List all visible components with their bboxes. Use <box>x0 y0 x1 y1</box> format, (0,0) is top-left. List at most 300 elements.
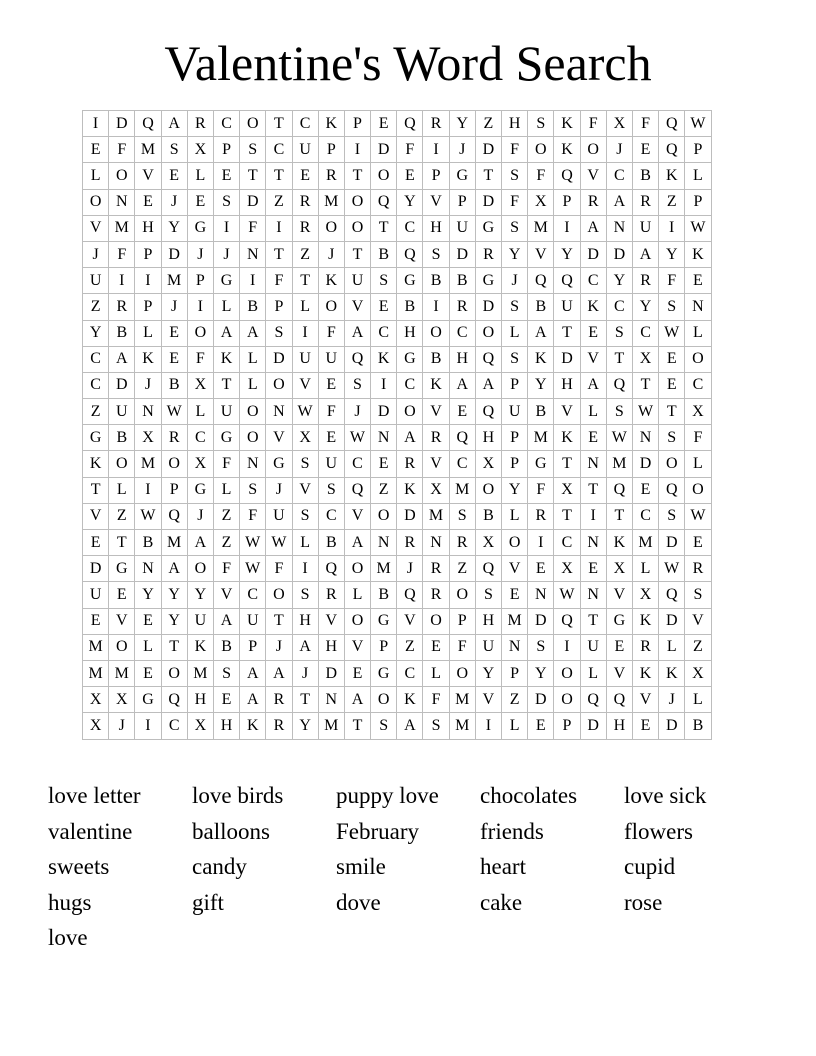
grid-cell[interactable]: T <box>213 372 239 398</box>
grid-cell[interactable]: K <box>397 687 423 713</box>
grid-cell[interactable]: V <box>580 163 606 189</box>
grid-cell[interactable]: E <box>632 137 658 163</box>
grid-cell[interactable]: R <box>397 530 423 556</box>
grid-cell[interactable]: F <box>502 137 528 163</box>
grid-cell[interactable]: K <box>659 660 685 686</box>
grid-cell[interactable]: Q <box>475 556 501 582</box>
grid-cell[interactable]: D <box>475 189 501 215</box>
grid-cell[interactable]: F <box>685 425 711 451</box>
grid-cell[interactable]: S <box>502 294 528 320</box>
grid-cell[interactable]: W <box>685 503 711 529</box>
grid-cell[interactable]: B <box>475 503 501 529</box>
grid-cell[interactable]: C <box>397 215 423 241</box>
grid-cell[interactable]: T <box>83 477 109 503</box>
grid-cell[interactable]: W <box>161 399 187 425</box>
grid-cell[interactable]: O <box>423 320 449 346</box>
grid-cell[interactable]: T <box>266 241 292 267</box>
grid-cell[interactable]: H <box>449 346 475 372</box>
grid-cell[interactable]: F <box>318 320 344 346</box>
grid-cell[interactable]: R <box>423 425 449 451</box>
grid-cell[interactable]: O <box>109 451 135 477</box>
grid-cell[interactable]: K <box>580 294 606 320</box>
grid-cell[interactable]: E <box>161 320 187 346</box>
grid-cell[interactable]: O <box>554 660 580 686</box>
grid-cell[interactable]: P <box>318 137 344 163</box>
grid-cell[interactable]: N <box>135 556 161 582</box>
grid-cell[interactable]: K <box>213 346 239 372</box>
grid-cell[interactable]: D <box>659 713 685 739</box>
grid-cell[interactable]: I <box>135 268 161 294</box>
grid-cell[interactable]: E <box>659 346 685 372</box>
grid-cell[interactable]: E <box>318 372 344 398</box>
grid-cell[interactable]: D <box>528 687 554 713</box>
grid-cell[interactable]: M <box>187 660 213 686</box>
grid-cell[interactable]: X <box>109 687 135 713</box>
grid-cell[interactable]: S <box>240 137 266 163</box>
grid-cell[interactable]: C <box>397 660 423 686</box>
grid-cell[interactable]: D <box>659 530 685 556</box>
grid-cell[interactable]: S <box>344 372 370 398</box>
grid-cell[interactable]: A <box>528 320 554 346</box>
grid-cell[interactable]: E <box>632 477 658 503</box>
grid-cell[interactable]: X <box>632 582 658 608</box>
grid-cell[interactable]: J <box>83 241 109 267</box>
grid-cell[interactable]: E <box>292 163 318 189</box>
grid-cell[interactable]: L <box>502 503 528 529</box>
grid-cell[interactable]: C <box>632 503 658 529</box>
grid-cell[interactable]: T <box>659 399 685 425</box>
grid-cell[interactable]: O <box>685 477 711 503</box>
grid-cell[interactable]: A <box>161 111 187 137</box>
grid-cell[interactable]: C <box>580 268 606 294</box>
grid-cell[interactable]: L <box>187 399 213 425</box>
grid-cell[interactable]: F <box>449 634 475 660</box>
grid-cell[interactable]: F <box>397 137 423 163</box>
grid-cell[interactable]: L <box>187 163 213 189</box>
grid-cell[interactable]: I <box>266 215 292 241</box>
grid-cell[interactable]: Y <box>502 241 528 267</box>
grid-cell[interactable]: Q <box>397 241 423 267</box>
grid-cell[interactable]: X <box>475 530 501 556</box>
grid-cell[interactable]: K <box>554 111 580 137</box>
grid-cell[interactable]: X <box>187 372 213 398</box>
grid-cell[interactable]: Z <box>83 399 109 425</box>
grid-cell[interactable]: W <box>685 215 711 241</box>
grid-cell[interactable]: L <box>109 477 135 503</box>
grid-cell[interactable]: B <box>318 530 344 556</box>
grid-cell[interactable]: P <box>187 268 213 294</box>
grid-cell[interactable]: P <box>685 137 711 163</box>
grid-cell[interactable]: O <box>449 582 475 608</box>
grid-cell[interactable]: C <box>213 111 239 137</box>
grid-cell[interactable]: S <box>423 713 449 739</box>
grid-cell[interactable]: Y <box>292 713 318 739</box>
grid-cell[interactable]: U <box>213 399 239 425</box>
grid-cell[interactable]: O <box>240 399 266 425</box>
grid-cell[interactable]: T <box>292 268 318 294</box>
grid-cell[interactable]: M <box>371 556 397 582</box>
grid-cell[interactable]: I <box>213 215 239 241</box>
grid-cell[interactable]: Q <box>161 503 187 529</box>
grid-cell[interactable]: N <box>318 687 344 713</box>
grid-cell[interactable]: T <box>580 608 606 634</box>
grid-cell[interactable]: X <box>187 137 213 163</box>
grid-cell[interactable]: T <box>344 241 370 267</box>
grid-cell[interactable]: J <box>449 137 475 163</box>
grid-cell[interactable]: M <box>606 451 632 477</box>
grid-cell[interactable]: V <box>292 477 318 503</box>
grid-cell[interactable]: C <box>685 372 711 398</box>
grid-cell[interactable]: R <box>318 582 344 608</box>
grid-cell[interactable]: U <box>318 346 344 372</box>
grid-cell[interactable]: B <box>109 425 135 451</box>
grid-cell[interactable]: N <box>502 634 528 660</box>
grid-cell[interactable]: Z <box>213 530 239 556</box>
grid-cell[interactable]: F <box>240 215 266 241</box>
grid-cell[interactable]: M <box>109 660 135 686</box>
grid-cell[interactable]: D <box>371 137 397 163</box>
grid-cell[interactable]: E <box>580 556 606 582</box>
grid-cell[interactable]: B <box>371 241 397 267</box>
grid-cell[interactable]: P <box>502 660 528 686</box>
grid-cell[interactable]: I <box>135 713 161 739</box>
grid-cell[interactable]: M <box>528 215 554 241</box>
grid-cell[interactable]: M <box>632 530 658 556</box>
grid-cell[interactable]: Q <box>580 687 606 713</box>
grid-cell[interactable]: F <box>502 189 528 215</box>
grid-cell[interactable]: E <box>449 399 475 425</box>
grid-cell[interactable]: J <box>187 503 213 529</box>
grid-cell[interactable]: P <box>502 451 528 477</box>
grid-cell[interactable]: U <box>502 399 528 425</box>
grid-cell[interactable]: D <box>580 241 606 267</box>
grid-cell[interactable]: O <box>187 556 213 582</box>
grid-cell[interactable]: S <box>502 215 528 241</box>
grid-cell[interactable]: M <box>161 530 187 556</box>
grid-cell[interactable]: X <box>187 713 213 739</box>
grid-cell[interactable]: L <box>580 660 606 686</box>
grid-cell[interactable]: Q <box>606 477 632 503</box>
grid-cell[interactable]: G <box>397 268 423 294</box>
grid-cell[interactable]: N <box>580 530 606 556</box>
grid-cell[interactable]: Y <box>449 111 475 137</box>
grid-cell[interactable]: I <box>423 137 449 163</box>
grid-cell[interactable]: Q <box>449 425 475 451</box>
grid-cell[interactable]: U <box>475 634 501 660</box>
grid-cell[interactable]: B <box>161 372 187 398</box>
grid-cell[interactable]: K <box>318 268 344 294</box>
grid-cell[interactable]: E <box>83 137 109 163</box>
grid-cell[interactable]: L <box>213 294 239 320</box>
grid-cell[interactable]: E <box>318 425 344 451</box>
grid-cell[interactable]: G <box>606 608 632 634</box>
grid-cell[interactable]: Y <box>528 660 554 686</box>
grid-cell[interactable]: V <box>397 608 423 634</box>
grid-cell[interactable]: P <box>449 608 475 634</box>
grid-cell[interactable]: U <box>83 268 109 294</box>
grid-cell[interactable]: I <box>135 477 161 503</box>
grid-cell[interactable]: V <box>318 608 344 634</box>
grid-cell[interactable]: Y <box>475 660 501 686</box>
grid-cell[interactable]: C <box>371 320 397 346</box>
grid-cell[interactable]: H <box>475 425 501 451</box>
grid-cell[interactable]: J <box>187 241 213 267</box>
grid-cell[interactable]: F <box>632 111 658 137</box>
grid-cell[interactable]: U <box>318 451 344 477</box>
grid-cell[interactable]: Z <box>266 189 292 215</box>
grid-cell[interactable]: F <box>318 399 344 425</box>
grid-cell[interactable]: I <box>292 556 318 582</box>
grid-cell[interactable]: Y <box>161 582 187 608</box>
grid-cell[interactable]: I <box>109 268 135 294</box>
grid-cell[interactable]: V <box>685 608 711 634</box>
grid-cell[interactable]: B <box>528 294 554 320</box>
grid-cell[interactable]: M <box>528 425 554 451</box>
grid-cell[interactable]: C <box>606 163 632 189</box>
grid-cell[interactable]: X <box>83 713 109 739</box>
grid-cell[interactable]: O <box>318 294 344 320</box>
grid-cell[interactable]: D <box>475 294 501 320</box>
grid-cell[interactable]: F <box>213 556 239 582</box>
grid-cell[interactable]: V <box>528 241 554 267</box>
grid-cell[interactable]: A <box>449 372 475 398</box>
grid-cell[interactable]: P <box>344 111 370 137</box>
grid-cell[interactable]: A <box>397 425 423 451</box>
grid-cell[interactable]: D <box>83 556 109 582</box>
grid-cell[interactable]: A <box>161 556 187 582</box>
grid-cell[interactable]: T <box>475 163 501 189</box>
grid-cell[interactable]: E <box>161 163 187 189</box>
grid-cell[interactable]: K <box>528 346 554 372</box>
grid-cell[interactable]: O <box>161 660 187 686</box>
grid-cell[interactable]: O <box>109 163 135 189</box>
grid-cell[interactable]: S <box>606 320 632 346</box>
grid-cell[interactable]: B <box>213 634 239 660</box>
grid-cell[interactable]: E <box>528 713 554 739</box>
grid-cell[interactable]: H <box>502 111 528 137</box>
grid-cell[interactable]: D <box>397 503 423 529</box>
grid-cell[interactable]: X <box>475 451 501 477</box>
grid-cell[interactable]: N <box>371 530 397 556</box>
grid-cell[interactable]: W <box>240 556 266 582</box>
grid-cell[interactable]: M <box>449 713 475 739</box>
grid-cell[interactable]: Y <box>659 241 685 267</box>
grid-cell[interactable]: V <box>423 399 449 425</box>
grid-cell[interactable]: M <box>423 503 449 529</box>
grid-cell[interactable]: O <box>240 425 266 451</box>
grid-cell[interactable]: I <box>187 294 213 320</box>
grid-cell[interactable]: P <box>240 634 266 660</box>
grid-cell[interactable]: R <box>266 687 292 713</box>
grid-cell[interactable]: N <box>580 451 606 477</box>
grid-cell[interactable]: U <box>449 215 475 241</box>
grid-cell[interactable]: Y <box>83 320 109 346</box>
grid-cell[interactable]: T <box>344 713 370 739</box>
grid-cell[interactable]: E <box>685 530 711 556</box>
grid-cell[interactable]: D <box>475 137 501 163</box>
grid-cell[interactable]: Z <box>371 477 397 503</box>
grid-cell[interactable]: V <box>423 189 449 215</box>
grid-cell[interactable]: O <box>528 137 554 163</box>
grid-cell[interactable]: S <box>449 503 475 529</box>
grid-cell[interactable]: S <box>213 189 239 215</box>
grid-cell[interactable]: E <box>187 189 213 215</box>
grid-cell[interactable]: I <box>240 268 266 294</box>
grid-cell[interactable]: J <box>266 477 292 503</box>
grid-cell[interactable]: O <box>423 608 449 634</box>
grid-cell[interactable]: J <box>266 634 292 660</box>
grid-cell[interactable]: A <box>632 241 658 267</box>
grid-cell[interactable]: R <box>397 451 423 477</box>
grid-cell[interactable]: H <box>318 634 344 660</box>
grid-cell[interactable]: F <box>580 111 606 137</box>
grid-cell[interactable]: I <box>371 372 397 398</box>
grid-cell[interactable]: S <box>423 241 449 267</box>
grid-cell[interactable]: L <box>240 346 266 372</box>
grid-cell[interactable]: B <box>449 268 475 294</box>
grid-cell[interactable]: S <box>528 634 554 660</box>
grid-cell[interactable]: Z <box>292 241 318 267</box>
grid-cell[interactable]: E <box>606 634 632 660</box>
grid-cell[interactable]: A <box>109 346 135 372</box>
grid-cell[interactable]: G <box>213 268 239 294</box>
grid-cell[interactable]: V <box>502 556 528 582</box>
grid-cell[interactable]: S <box>240 477 266 503</box>
grid-cell[interactable]: R <box>423 556 449 582</box>
grid-cell[interactable]: P <box>423 163 449 189</box>
grid-cell[interactable]: D <box>109 111 135 137</box>
grid-cell[interactable]: C <box>161 713 187 739</box>
grid-cell[interactable]: W <box>606 425 632 451</box>
grid-cell[interactable]: T <box>554 451 580 477</box>
grid-cell[interactable]: A <box>580 215 606 241</box>
grid-cell[interactable]: Y <box>187 582 213 608</box>
grid-cell[interactable]: O <box>109 634 135 660</box>
grid-cell[interactable]: Q <box>161 687 187 713</box>
grid-cell[interactable]: Y <box>135 582 161 608</box>
grid-cell[interactable]: M <box>502 608 528 634</box>
grid-cell[interactable]: D <box>554 346 580 372</box>
grid-cell[interactable]: V <box>606 582 632 608</box>
grid-cell[interactable]: A <box>344 687 370 713</box>
grid-cell[interactable]: M <box>318 713 344 739</box>
grid-cell[interactable]: D <box>318 660 344 686</box>
grid-cell[interactable]: O <box>449 660 475 686</box>
grid-cell[interactable]: E <box>213 687 239 713</box>
grid-cell[interactable]: X <box>135 425 161 451</box>
grid-cell[interactable]: Q <box>528 268 554 294</box>
grid-cell[interactable]: L <box>135 320 161 346</box>
grid-cell[interactable]: Q <box>606 687 632 713</box>
grid-cell[interactable]: E <box>659 372 685 398</box>
grid-cell[interactable]: L <box>292 294 318 320</box>
grid-cell[interactable]: M <box>135 451 161 477</box>
grid-cell[interactable]: O <box>554 687 580 713</box>
grid-cell[interactable]: R <box>449 294 475 320</box>
grid-cell[interactable]: C <box>187 425 213 451</box>
grid-cell[interactable]: V <box>344 503 370 529</box>
grid-cell[interactable]: S <box>475 582 501 608</box>
grid-cell[interactable]: M <box>135 137 161 163</box>
grid-cell[interactable]: M <box>109 215 135 241</box>
grid-cell[interactable]: L <box>344 582 370 608</box>
grid-cell[interactable]: H <box>423 215 449 241</box>
grid-cell[interactable]: G <box>187 477 213 503</box>
grid-cell[interactable]: T <box>606 503 632 529</box>
grid-cell[interactable]: A <box>213 320 239 346</box>
grid-cell[interactable]: C <box>292 111 318 137</box>
grid-cell[interactable]: E <box>109 582 135 608</box>
grid-cell[interactable]: V <box>423 451 449 477</box>
grid-cell[interactable]: B <box>423 346 449 372</box>
grid-cell[interactable]: N <box>423 530 449 556</box>
grid-cell[interactable]: U <box>292 346 318 372</box>
grid-cell[interactable]: F <box>213 451 239 477</box>
grid-cell[interactable]: L <box>502 713 528 739</box>
grid-cell[interactable]: C <box>449 451 475 477</box>
grid-cell[interactable]: A <box>397 713 423 739</box>
grid-cell[interactable]: O <box>318 215 344 241</box>
grid-cell[interactable]: X <box>554 556 580 582</box>
grid-cell[interactable]: P <box>371 634 397 660</box>
grid-cell[interactable]: X <box>187 451 213 477</box>
grid-cell[interactable]: J <box>344 399 370 425</box>
grid-cell[interactable]: G <box>371 608 397 634</box>
grid-cell[interactable]: T <box>580 477 606 503</box>
grid-cell[interactable]: K <box>659 163 685 189</box>
grid-cell[interactable]: Q <box>135 111 161 137</box>
grid-cell[interactable]: Y <box>397 189 423 215</box>
grid-cell[interactable]: O <box>685 346 711 372</box>
grid-cell[interactable]: T <box>632 372 658 398</box>
grid-cell[interactable]: L <box>135 634 161 660</box>
grid-cell[interactable]: Y <box>632 294 658 320</box>
grid-cell[interactable]: Z <box>213 503 239 529</box>
grid-cell[interactable]: S <box>213 660 239 686</box>
grid-cell[interactable]: R <box>187 111 213 137</box>
grid-cell[interactable]: E <box>580 425 606 451</box>
grid-cell[interactable]: H <box>475 608 501 634</box>
grid-cell[interactable]: Y <box>528 372 554 398</box>
grid-cell[interactable]: T <box>266 608 292 634</box>
grid-cell[interactable]: S <box>659 503 685 529</box>
grid-cell[interactable]: A <box>580 372 606 398</box>
grid-cell[interactable]: J <box>397 556 423 582</box>
grid-cell[interactable]: K <box>632 608 658 634</box>
grid-cell[interactable]: F <box>187 346 213 372</box>
grid-cell[interactable]: R <box>109 294 135 320</box>
grid-cell[interactable]: U <box>240 608 266 634</box>
grid-cell[interactable]: B <box>135 530 161 556</box>
grid-cell[interactable]: X <box>423 477 449 503</box>
grid-cell[interactable]: K <box>554 137 580 163</box>
grid-cell[interactable]: V <box>344 294 370 320</box>
grid-cell[interactable]: X <box>632 346 658 372</box>
grid-cell[interactable]: H <box>606 713 632 739</box>
grid-cell[interactable]: E <box>135 189 161 215</box>
grid-cell[interactable]: Q <box>318 556 344 582</box>
grid-cell[interactable]: A <box>606 189 632 215</box>
grid-cell[interactable]: I <box>344 137 370 163</box>
grid-cell[interactable]: Y <box>161 215 187 241</box>
grid-cell[interactable]: I <box>292 320 318 346</box>
grid-cell[interactable]: N <box>632 425 658 451</box>
grid-cell[interactable]: N <box>580 582 606 608</box>
grid-cell[interactable]: A <box>292 634 318 660</box>
grid-cell[interactable]: O <box>475 477 501 503</box>
grid-cell[interactable]: W <box>240 530 266 556</box>
grid-cell[interactable]: R <box>632 268 658 294</box>
